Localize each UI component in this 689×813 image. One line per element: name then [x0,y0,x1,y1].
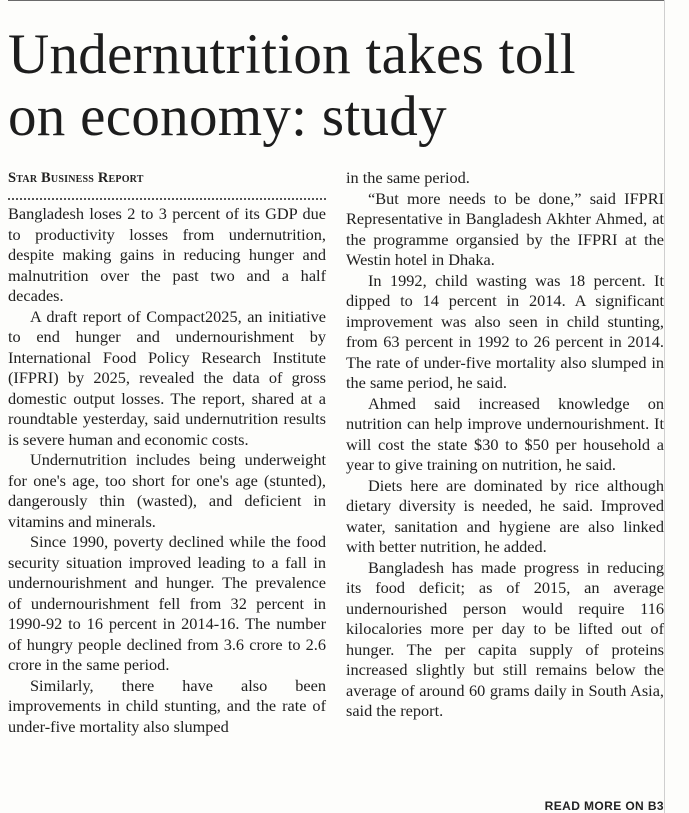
paragraph: Undernutrition includes being underweight for one's age, too short for one's age (stunted), dangerously thin (wasted), and deficient in vitamins and minerals. [8,450,326,531]
paragraph: “But more needs to be done,” said IFPRI Representative in Bangladesh Akhter Ahmed, at the programme organsied by the IFPRI at the Westin hotel in Dhaka. [346,188,664,269]
byline-dotted-rule [8,188,326,200]
paragraph: A draft report of Compact2025, an initiative to end hunger and undernourishment by International Food Policy Research Institute (IFPRI) by 2025, revealed the data of gross domestic output losses. The report, shared at a roundtable yesterday, said undernutrition results is severe human and economic costs. [8,306,326,449]
paragraph: Since 1990, poverty declined while the food security situation improved leading to a fall in undernourishment and hunger. The prevalence of undernourishment fell from 32 percent in 1990-92 to 16 percent in 2014-16. The number of hungry people declined from 3.6 crore to 2.6 crore in the same period. [8,532,326,674]
headline [8,24,668,148]
headline-line-1: Undernutrition takes toll [8,23,576,86]
read-more-link[interactable]: READ MORE ON B3 [544,799,664,813]
paragraph: Bangladesh loses 2 to 3 percent of its GDP due to productivity losses from undernutrition, despite making gains in reducing hunger and malnutrition over the past two and a half decades. [8,204,326,305]
paragraph: Ahmed said increased knowledge on nutrition can help improve undernourishment. It will cost the state $30 to $50 per household a year to give training on nutrition, he said. [346,393,664,474]
paragraph: In 1992, child wasting was 18 percent. It dipped to 14 percent in 2014. A significant improvement was also seen in child stunting, from 63 percent in 1992 to 26 percent in 2014. The rate of under-five mortality also slumped in the same period, he said. [346,270,664,392]
headline-line-2: on economy: study [8,85,447,148]
paragraph: Diets here are dominated by rice although dietary diversity is needed, he said. Improved water, sanitation and hygiene are also linked with better nutrition, he added. [346,475,664,556]
paragraph-continuation: in the same period. [346,168,470,187]
top-rule [8,0,664,1]
article-column-2 [346,168,664,722]
article-column-1 [8,168,326,737]
paragraph: Similarly, there have also been improvements in child stunting, and the rate of under-five mortality also slumped [8,675,326,736]
byline: Star Business Report [8,170,144,186]
paragraph: Bangladesh has made progress in reducing its food deficit; as of 2015, an average undernourished person would require 116 kilocalories more per day to be lifted out of hunger. The per capita supply of proteins increased slightly but still remains below the average of around 60 grams daily in South Asia, said the report. [346,557,664,720]
